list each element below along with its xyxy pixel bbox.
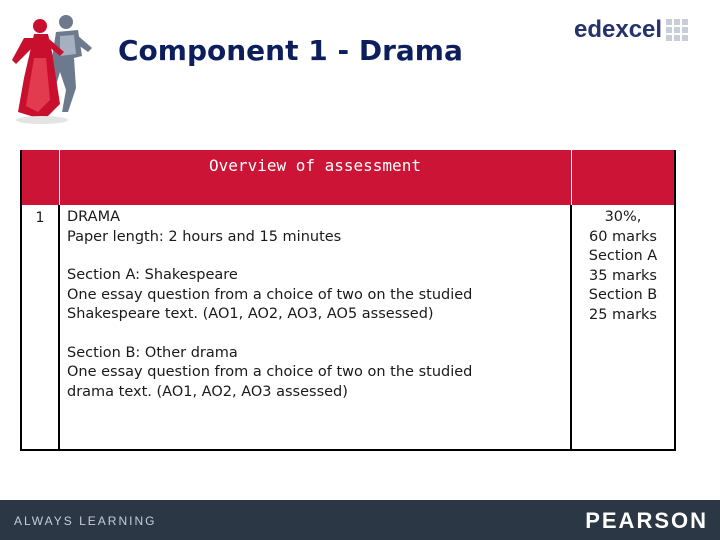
section-b-marks: 25 marks	[589, 306, 657, 323]
section-b-line-1: One essay question from a choice of two on the studied	[67, 364, 473, 380]
assessment-overview-table	[20, 150, 676, 451]
footer-tagline: ALWAYS LEARNING	[14, 514, 157, 528]
edexcel-logo	[574, 16, 688, 44]
component-description	[60, 205, 570, 402]
table-header-row	[21, 150, 675, 205]
header-cell-marks	[571, 150, 675, 205]
section-a-line-1: One essay question from a choice of two on the studied	[67, 286, 473, 303]
section-a-label: Section A	[588, 248, 658, 264]
edexcel-grid-icon	[666, 19, 688, 41]
section-a-line-2: Shakespeare text. (AO1, AO2, AO3, AO5 assessed)	[67, 306, 434, 322]
row-number-cell	[21, 205, 59, 450]
header-cell-overview	[59, 150, 571, 205]
marks-breakdown	[572, 205, 674, 325]
section-a-marks: 35 marks	[589, 267, 657, 284]
slide-title: Component 1 - Drama	[118, 34, 463, 67]
total-marks: 60 marks	[589, 228, 657, 245]
footer-bar	[0, 500, 720, 540]
row-number: 1	[35, 210, 45, 226]
table-row	[21, 205, 675, 450]
row-marks-cell	[571, 205, 675, 450]
pearson-logo: PEARSON	[585, 508, 708, 533]
section-a-title: Section A: Shakespeare	[67, 267, 238, 283]
section-b-label: Section B	[588, 287, 658, 303]
brand-name: edexcel	[574, 16, 663, 43]
section-b-line-2: drama text. (AO1, AO2, AO3 assessed)	[67, 383, 348, 400]
table-header-label: Overview of assessment	[209, 156, 421, 175]
paper-length: Paper length: 2 hours and 15 minutes	[67, 228, 342, 245]
weighting: 30%,	[604, 209, 642, 225]
row-description-cell	[59, 205, 571, 450]
header-cell-number	[21, 150, 59, 205]
dancers-figure-icon	[4, 8, 104, 126]
component-heading: DRAMA	[67, 209, 121, 225]
section-b-title: Section B: Other drama	[67, 344, 238, 361]
